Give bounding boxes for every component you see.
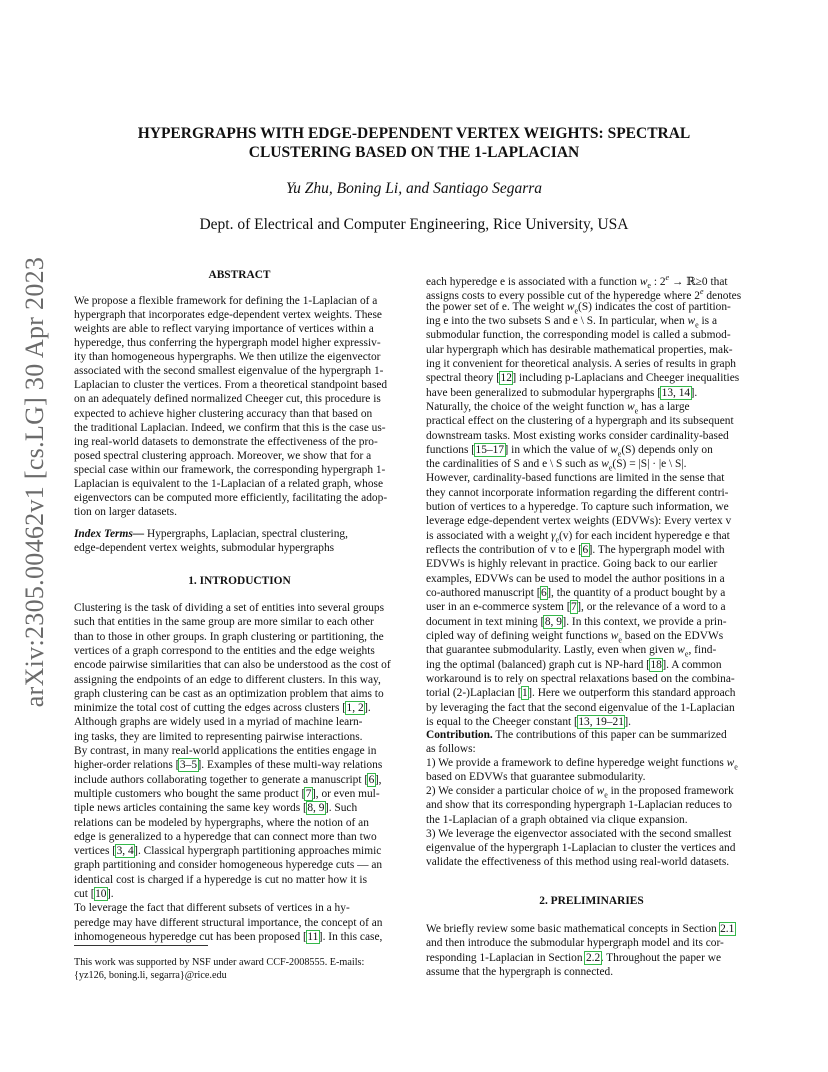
abstract-line: hyperedge, thus conferring the hypergraph model higher expressiv- (74, 337, 381, 350)
abstract-line: We propose a flexible framework for defining the 1-Laplacian of a (74, 295, 378, 307)
intro-continued-line: ing it convenient for theoretical analysis. A series of results in graph (426, 357, 736, 370)
intro-line: relations can be modeled by hypergraphs, where the notion of an (74, 816, 369, 829)
intro-line: minimize the total cost of cutting the edges across clusters [1, 2]. (74, 702, 371, 715)
intro-line: To leverage the fact that different subsets of vertices in a hy- (74, 902, 350, 915)
intro-continued-line: torial (2-)Laplacian [1]. Here we outperform this standard approach (426, 687, 736, 700)
abstract-line: posed spectral clustering approach. Moreover, we show that for a (74, 449, 372, 462)
abstract-line: associated with the second smallest eigenvalue of the hypergraph 1- (74, 365, 384, 378)
intro-continued-line: practical effect on the clustering of a hypergraph and its subsequent (426, 415, 734, 428)
intro-continued-line: the cardinalities of S and e \ S such as $w_e(S) = |S| \cdot |e$ \ S|. (426, 458, 687, 473)
contribution-line: 3) We leverage the eigenvector associated with the second smallest (426, 827, 732, 840)
authors: Yu Zhu, Boning Li, and Santiago Segarra (285, 180, 543, 197)
intro-line: include authors collaborating together to generate a manuscript [6], (74, 773, 382, 786)
preliminaries-line: and then introduce the submodular hypergraph model and its cor- (426, 937, 724, 950)
contribution-line-1 (426, 728, 757, 742)
intro-continued-line: co-authored manuscript [6], the quantity of a product bought by a (426, 587, 726, 600)
intro-line: assigning the endpoints of an edge to different clusters. In this way, (74, 673, 381, 686)
intro-continued-line: EDVWs is highly relevant in practice. Going back to our earlier (426, 558, 718, 571)
intro-line: peredge may have different structural importance, the concept of an (74, 916, 383, 929)
intro-continued-line: that guarantee submodularity. Lastly, even when given $w_e$, find- (426, 644, 717, 659)
intro-line: Although graphs are widely used in a myriad of machine learn- (74, 716, 363, 729)
intro-line: encode pairwise similarities that can also be understood as the cost of (74, 659, 391, 672)
preliminaries-line: responding 1-Laplacian in Section 2.2. Throughout the paper we (426, 951, 721, 964)
index-terms-text: Hypergraphs, Laplacian, spectral clustering, (144, 528, 348, 540)
contribution-line: validate the effectiveness of this method using real-world datasets. (426, 855, 730, 868)
intro-line: than to those in other groups. In graph clustering or partitioning, the (74, 630, 384, 643)
title-line-1: HYPERGRAPHS WITH EDGE-DEPENDENT VERTEX WEIGHTS: SPECTRAL (137, 125, 691, 142)
abstract-line: weights are able to reflect varying importance of vertices within a (74, 323, 374, 336)
intro-continued-line: is associated with a weight $\gamma_e(v)$ for each incident hyperedge e that (426, 529, 730, 545)
abstract-line: tion on larger datasets. (74, 506, 177, 519)
right-column (426, 0, 757, 1072)
abstract-line: Laplacian is equivalent to the 1-Laplacian of a related graph, whose (74, 477, 383, 490)
intro-continued-line: have been generalized to submodular hypergraphs [13, 14]. (426, 386, 698, 399)
abstract-heading: ABSTRACT (208, 269, 271, 281)
contribution-line: as follows: (426, 743, 476, 755)
intro-continued-line: examples, EDVWs can be used to model the author positions in a (426, 572, 725, 585)
intro-line: higher-order relations [3–5]. Examples of these multi-way relations (74, 759, 383, 772)
intro-continued-line: spectral theory [12] including p-Laplacians and Cheeger inequalities (426, 372, 740, 385)
index-terms-line-2: edge-dependent vertex weights, submodular hypergraphs (74, 542, 335, 554)
contribution-line: 2) We consider a particular choice of $w_e$ in the proposed framework (426, 785, 734, 800)
abstract-line: eigenvectors can be computed more efficiently, facilitating the adop- (74, 491, 388, 504)
intro-continued-line: downstream tasks. Most existing works consider cardinality-based (426, 429, 729, 442)
intro-continued-line: However, cardinality-based functions are limited in the sense that (426, 472, 725, 485)
intro-continued-line: each hyperedge e is associated with a function $w_e$ : $2^e$ → ℝ≥0 that (426, 273, 728, 291)
intro-line: multiple customers who bought the same product [7], or even mul- (74, 787, 380, 800)
contribution-intro: The contributions of this paper can be summarized (492, 729, 727, 741)
abstract-line: on an adequately defined normalized Cheeger cut, this procedure is (74, 393, 381, 406)
intro-continued-line: submodular function, the corresponding model is called a submod- (426, 329, 731, 342)
intro-line: tiple news articles containing the same key words [8, 9]. Such (74, 802, 358, 815)
intro-continued-line: bution of vertices to a hyperedge. To capture such information, we (426, 501, 729, 514)
footnote-line-1: This work was supported by NSF under award CCF-2008555. E-mails: (74, 957, 365, 968)
abstract-line: special case within our framework, the corresponding hypergraph 1- (74, 463, 386, 476)
intro-continued-line: ing e into the two subsets S and e \ S. In particular, when $w_e$ is a (426, 314, 718, 330)
intro-continued-line: user in an e-commerce system [7], or the relevance of a word to a (426, 601, 726, 614)
intro-continued-line: assigns costs to every possible cut of the hyperedge where 2e denotes (426, 287, 742, 303)
intro-continued-line: the power set of e. The weight $w_e(S)$ indicates the cost of partition- (426, 300, 731, 315)
intro-line: Clustering is the task of dividing a set of entities into several groups (74, 602, 385, 614)
contribution-line: eigenvalue of the hypergraph 1-Laplacian to cluster the vertices and (426, 841, 736, 854)
abstract-line: ing real-world datasets to demonstrate the effectiveness of the pro- (74, 435, 378, 448)
preliminaries-heading: 2. PRELIMINARIES (539, 895, 644, 907)
contribution-line: 1) We provide a framework to define hyperedge weight functions $w_e$ (426, 757, 738, 772)
intro-heading: 1. INTRODUCTION (188, 575, 291, 587)
intro-continued-line: workaround is to rely on spectral relaxations based on the combina- (426, 672, 735, 685)
intro-line: graph clustering can be cast as an optimization problem that aims to (74, 687, 384, 700)
left-column (74, 0, 405, 1072)
contribution-line: the 1-Laplacian of a graph obtained via clique expansion. (426, 813, 688, 826)
intro-continued-line: ing the optimal (balanced) graph cut is NP-hard [18]. A common (426, 658, 722, 671)
intro-continued-line: they cannot incorporate information regarding the different contri- (426, 486, 729, 499)
preliminaries-line: assume that the hypergraph is connected. (426, 965, 614, 978)
intro-continued-line: leverage edge-dependent vertex weights (EDVWs): Every vertex v (426, 515, 732, 528)
intro-continued-line: cipled way of defining weight functions $w_e$ based on the EDVWs (426, 630, 724, 645)
intro-continued-line: Naturally, the choice of the weight function $w_e$ has a large (426, 400, 690, 416)
abstract-line: ity than homogeneous hypergraphs. We then utilize the eigenvector (74, 351, 381, 364)
abstract-line: hypergraph that incorporates edge-dependent vertex weights. These (74, 309, 382, 322)
intro-line: By contrast, in many real-world applications the entities engage in (74, 745, 377, 757)
intro-continued-line: by leveraging the fact that the second eigenvalue of the 1-Laplacian (426, 701, 735, 714)
abstract-line: the traditional Laplacian. Indeed, we confirm that this is the case us- (74, 421, 386, 434)
contribution-label: Contribution. (426, 729, 493, 741)
arxiv-identifier: arXiv:2305.00462v1 [cs.LG] 30 Apr 2023 (20, 256, 49, 708)
intro-continued-line: reflects the contribution of v to e [6]. The hypergraph model with (426, 544, 725, 557)
intro-line: vertices of a graph correspond to the entities and the edge weights (74, 644, 375, 657)
preliminaries-line: We briefly review some basic mathematical concepts in Section 2.1 (426, 923, 735, 935)
intro-line: vertices [3, 4]. Classical hypergraph partitioning approaches mimic (74, 845, 382, 858)
abstract-line: Laplacian to cluster the vertices. From a theoretical standpoint based (74, 379, 388, 392)
intro-line: such that entities in the same group are more similar to each other (74, 616, 374, 629)
contribution-line: and show that its corresponding hypergraph 1-Laplacian reduces to (426, 799, 732, 812)
title-line-2: CLUSTERING BASED ON THE 1-LAPLACIAN (248, 144, 580, 161)
intro-continued-line: is equal to the Cheeger constant [13, 19–21]. (426, 715, 632, 728)
intro-continued-line: document in text mining [8, 9]. In this context, we provide a prin- (426, 615, 727, 628)
intro-line: identical cost is charged if a hyperedge is cut no matter how it is (74, 873, 368, 886)
contribution-line: based on EDVWs that guarantee submodularity. (426, 771, 646, 784)
intro-continued-line: functions [15–17] in which the value of $w_e(S)$ depends only on (426, 443, 713, 459)
intro-continued-line: ular hypergraph which has desirable mathematical properties, mak- (426, 343, 733, 356)
intro-line: edge is generalized to a hyperedge that can connect more than two (74, 830, 377, 843)
intro-line: graph partitioning and consider homogeneous hyperedge cuts — an (74, 859, 383, 872)
abstract-line: expected to achieve higher clustering accuracy than that based on (74, 407, 373, 420)
index-terms-label: Index Terms— (74, 528, 145, 540)
footnote-line-2: {yz126, boning.li, segarra}@rice.edu (74, 970, 227, 981)
intro-line: ing tasks, they are limited to representing pairwise interactions. (74, 730, 363, 743)
intro-line: inhomogeneous hyperedge cut has been proposed [11]. In this case, (74, 930, 383, 943)
index-terms-line (74, 527, 405, 541)
affiliation: Dept. of Electrical and Computer Engineering, Rice University, USA (199, 216, 629, 233)
footnote-rule (74, 945, 208, 946)
intro-line: cut [10]. (74, 888, 114, 900)
